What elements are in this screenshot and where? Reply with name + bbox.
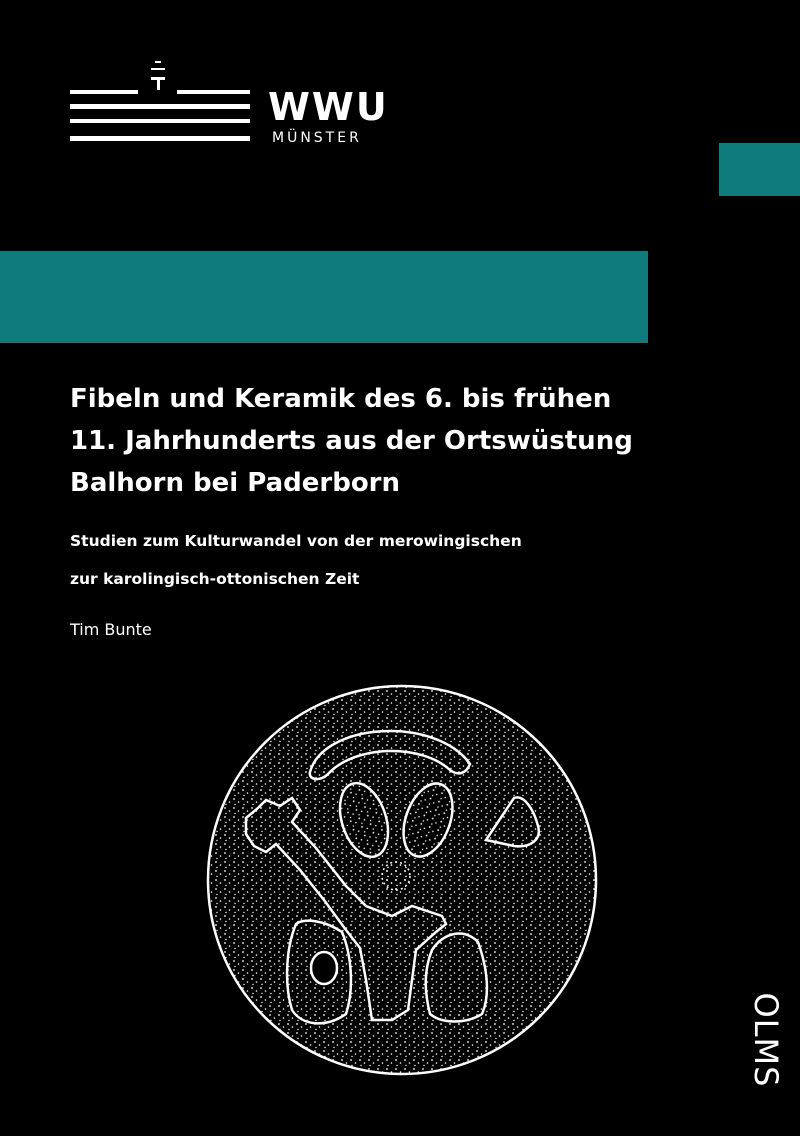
title-line: 11. Jahrhunderts aus der Ortswüstung — [70, 426, 633, 456]
eye-hole — [311, 952, 337, 984]
disc-brooch-drawing-icon — [196, 680, 608, 1080]
logo-stem — [157, 80, 160, 90]
lower-right-cell — [426, 934, 487, 1022]
author-name: Tim Bunte — [70, 620, 152, 639]
logo-line — [70, 90, 138, 94]
title-line: Balhorn bei Paderborn — [70, 468, 401, 498]
wwu-logo — [68, 52, 388, 152]
accent-block — [719, 143, 800, 196]
subtitle-line: zur karolingisch-ottonischen Zeit — [70, 570, 360, 588]
logo-line — [70, 104, 250, 109]
book-title — [70, 378, 730, 504]
logo-dash — [151, 68, 165, 70]
logo-line — [70, 119, 250, 123]
logo-line — [70, 136, 250, 141]
book-subtitle — [70, 522, 710, 598]
subtitle-line: Studien zum Kulturwandel von der merowingischen — [70, 532, 522, 550]
logo-wordmark: WWU — [268, 85, 389, 129]
logo-subtitle: MÜNSTER — [272, 130, 362, 146]
title-line: Fibeln und Keramik des 6. bis frühen — [70, 384, 612, 414]
logo-line — [177, 90, 250, 94]
centre-boss — [382, 862, 410, 890]
publisher-logo: OLMS — [747, 992, 785, 1088]
logo-dash — [155, 61, 161, 63]
accent-band — [0, 251, 648, 343]
